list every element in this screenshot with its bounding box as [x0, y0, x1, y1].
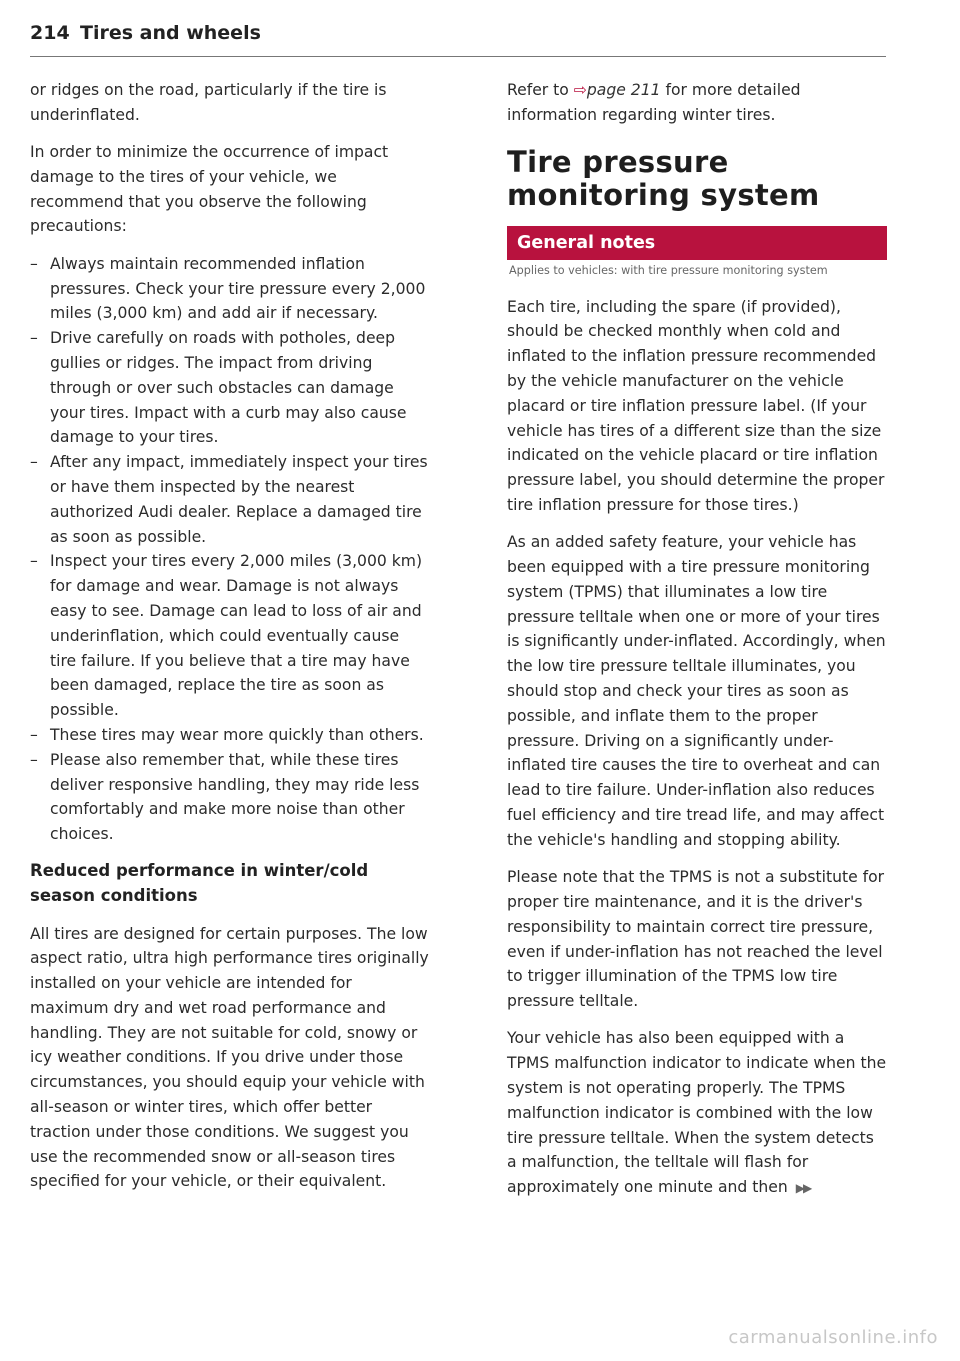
- winter-paragraph: All tires are designed for certain purposes. The low aspect ratio, ultra high performance tires originally installed on your vehicle are intended for maximum dry and wet road performance and handling. They are not suitable for cold, snowy or icy weather conditions. If you drive under those circumstances, you should equip your vehicle with all-season or winter tires, which offer better traction under those conditions. We suggest you use the recommended snow or all-season tires specified for your vehicle, or their equivalent.: [30, 924, 429, 1191]
- paragraph: As an added safety feature, your vehicle has been equipped with a tire pressure monitoring system (TPMS) that illuminates a low tire pressure telltale when one or more of your tires is significantly under-inflated. Accordingly, when the low tire pressure telltale illuminates, you should stop and check your tires as soon as possible, and inflate them to the proper pressure. Driving on a significantly under-inflated tire causes the tire to overheat and can lead to tire failure. Under-inflation also reduces fuel efficiency and tire tread life, and may affect the vehicle's handling and stopping ability.: [507, 533, 886, 849]
- right-column: [507, 78, 887, 1213]
- precautions-intro: In order to minimize the occurrence of impact damage to the tires of your vehicle, we recommend that you observe the following precautions:: [30, 143, 389, 236]
- precautions-list: [30, 252, 430, 847]
- list-item: – These tires may wear more quickly than others.: [30, 723, 430, 748]
- winter-subheading: Reduced performance in winter/cold season conditions: [30, 861, 369, 906]
- page-number: 214: [30, 22, 70, 44]
- list-item: – After any impact, immediately inspect your tires or have them inspected by the nearest authorized Audi dealer. Replace a damaged tire as soon as possible.: [30, 450, 430, 549]
- page-reference-link[interactable]: page 211: [586, 81, 661, 99]
- left-column: [30, 78, 430, 1207]
- reference-arrow-icon: ⇨: [573, 81, 587, 99]
- section-title: Tires and wheels: [80, 22, 261, 44]
- refer-paragraph: [507, 78, 887, 128]
- main-heading: Tire pressure monitoring system: [507, 144, 820, 212]
- paragraph: Please note that the TPMS is not a substitute for proper tire maintenance, and it is the driver's responsibility to maintain correct tire pressure, even if under-inflation has not reached the level to trigger illumination of the TPMS low tire pressure telltale.: [507, 868, 885, 1011]
- general-notes-banner: General notes: [507, 226, 887, 260]
- list-item: – Drive carefully on roads with potholes, deep gullies or ridges. The impact from driving through or over such obstacles can damage your tires. Impact with a curb may also cause damage to your tires.: [30, 326, 430, 450]
- watermark: carmanualsonline.info: [728, 1327, 938, 1348]
- last-paragraph-text: Your vehicle has also been equipped with a TPMS malfunction indicator to indicate when the system is not operating properly. The TPMS malfunction indicator is combined with the low tire pressure telltale. When the system detects a malfunction, the telltale will flash for approximately one minute and then: [507, 1029, 887, 1197]
- refer-prefix: Refer to: [507, 81, 574, 99]
- list-item: – Please also remember that, while these tires deliver responsive handling, they may ride less comfortably and make more noise than other choices.: [30, 748, 430, 847]
- list-item: – Always maintain recommended inflation pressures. Check your tire pressure every 2,000 miles (3,000 km) and add air if necessary.: [30, 252, 430, 326]
- list-item: – Inspect your tires every 2,000 miles (3,000 km) for damage and wear. Damage is not always easy to see. Damage can lead to loss of air and underinflation, which could eventually cause tire failure. If you believe that a tire may have been damaged, replace the tire as soon as possible.: [30, 549, 430, 723]
- intro-continuation: or ridges on the road, particularly if the tire is underinflated.: [30, 81, 387, 124]
- paragraph: Each tire, including the spare (if provided), should be checked monthly when cold and inflated to the inflation pressure recommended by the vehicle manufacturer on the vehicle placard or tire inflation pressure label. (If your vehicle has tires of a different size than the size indicated on the vehicle placard or tire inflation pressure label, you should determine the proper tire inflation pressure for those tires.): [507, 297, 885, 514]
- applies-to-note: Applies to vehicles: with tire pressure monitoring system: [509, 263, 828, 277]
- refer-suffix: for more detailed information regarding winter tires.: [507, 81, 801, 124]
- last-paragraph: [507, 1026, 887, 1201]
- continue-arrow-icon: ▶▶: [795, 1181, 811, 1196]
- page-header: [30, 20, 886, 57]
